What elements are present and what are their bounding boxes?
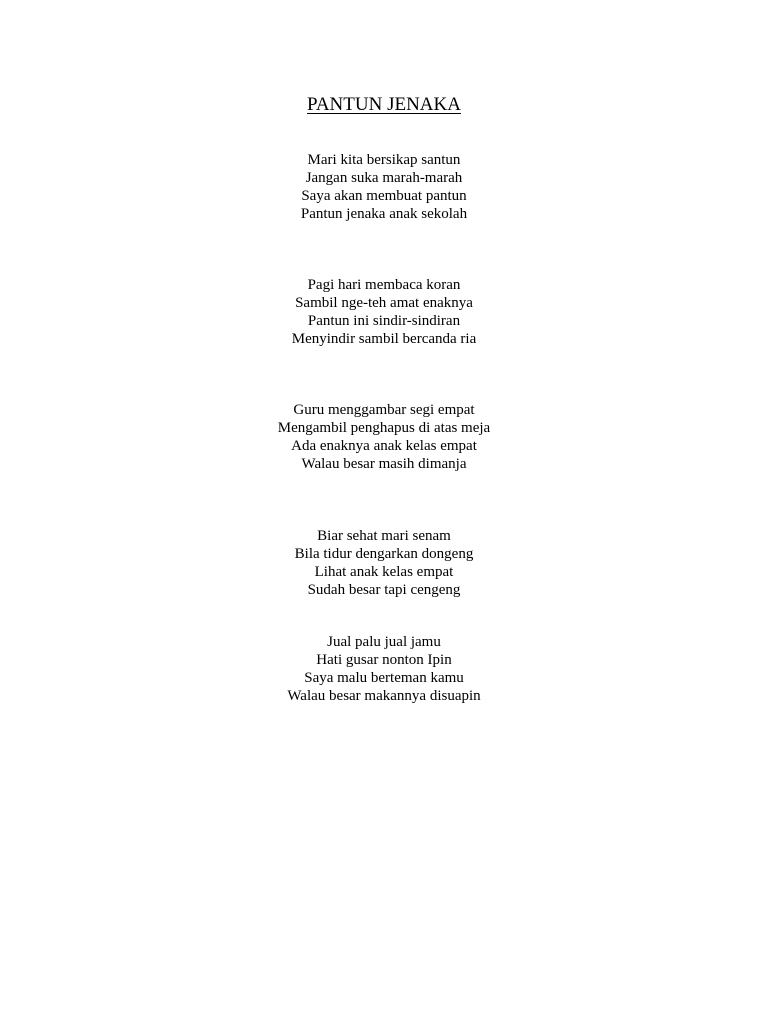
pantun-stanza-4 <box>0 527 768 599</box>
stanza-line: Pantun ini sindir-sindiran <box>307 313 461 329</box>
stanza-line: Saya malu berteman kamu <box>304 670 464 686</box>
stanza-line: Pantun jenaka anak sekolah <box>300 206 468 222</box>
stanza-line: Lihat anak kelas empat <box>314 564 454 580</box>
document-title: PANTUN JENAKA <box>307 94 461 115</box>
stanza-line: Jual palu jual jamu <box>327 634 441 650</box>
stanza-line: Menyindir sambil bercanda ria <box>291 331 477 347</box>
pantun-stanza-1 <box>0 151 768 223</box>
stanza-line: Mengambil penghapus di atas meja <box>277 420 491 436</box>
stanza-line: Hati gusar nonton Ipin <box>316 652 452 668</box>
stanza-line: Jangan suka marah-marah <box>305 170 463 186</box>
pantun-stanza-5 <box>0 633 768 705</box>
stanza-line: Biar sehat mari senam <box>317 528 451 544</box>
stanza-line: Ada enaknya anak kelas empat <box>291 438 477 454</box>
stanza-line: Walau besar masih dimanja <box>301 456 467 472</box>
stanza-line: Saya akan membuat pantun <box>301 188 467 204</box>
stanza-line: Guru menggambar segi empat <box>293 402 475 418</box>
stanza-line: Bila tidur dengarkan dongeng <box>294 546 474 562</box>
stanza-line: Walau besar makannya disuapin <box>287 688 481 704</box>
stanza-line: Mari kita bersikap santun <box>307 152 461 168</box>
pantun-stanza-3 <box>0 401 768 473</box>
stanza-line: Pagi hari membaca koran <box>307 277 461 293</box>
stanza-line: Sudah besar tapi cengeng <box>307 582 461 598</box>
stanza-line: Sambil nge-teh amat enaknya <box>295 295 473 311</box>
pantun-stanza-2 <box>0 276 768 348</box>
